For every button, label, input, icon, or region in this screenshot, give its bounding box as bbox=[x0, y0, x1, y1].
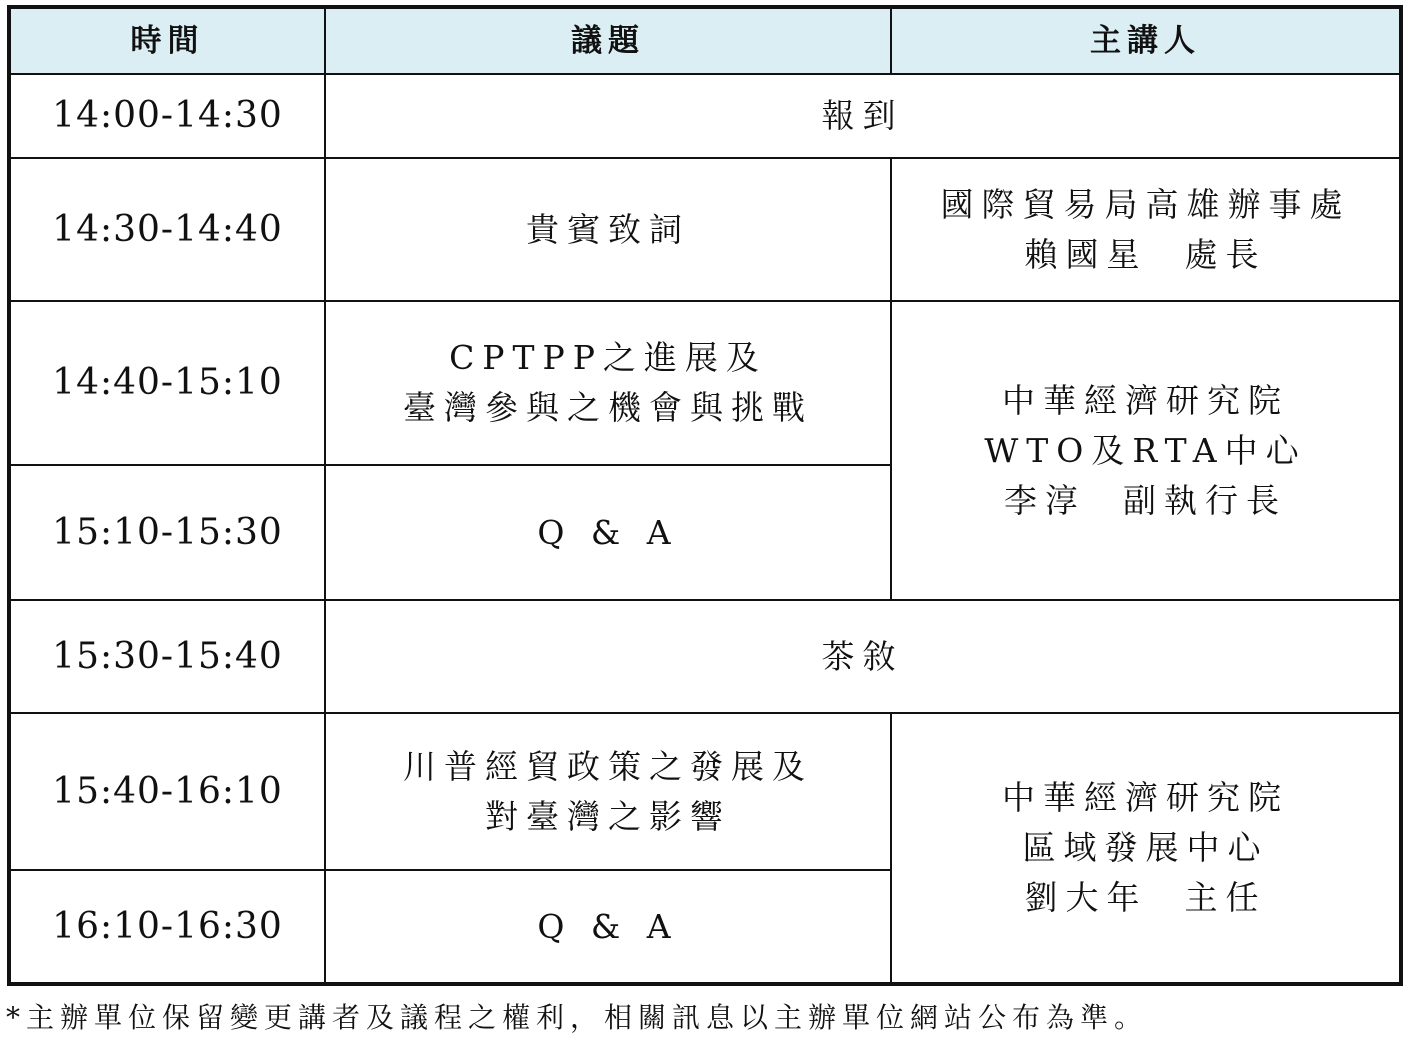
header-topic: 議題 bbox=[325, 7, 891, 74]
agenda-table bbox=[7, 5, 1403, 986]
time-cell: 14:30-14:40 bbox=[9, 158, 325, 301]
speaker-cell bbox=[891, 158, 1401, 301]
topic-line: 川普經貿政策之發展及 bbox=[403, 746, 813, 786]
topic-cell bbox=[325, 713, 891, 870]
topic-cell-tea-break: 茶敘 bbox=[325, 600, 1401, 713]
time-cell: 14:00-14:30 bbox=[9, 74, 325, 158]
speaker-org: 國際貿易局高雄辦事處 bbox=[940, 184, 1351, 224]
header-time: 時間 bbox=[9, 7, 325, 74]
footnote: *主辦單位保留變更講者及議程之權利，相關訊息以主辦單位網站公布為準。 bbox=[6, 1001, 1149, 1034]
topic-cell: 貴賓致詞 bbox=[325, 158, 891, 301]
topic-cell bbox=[325, 301, 891, 465]
table-row bbox=[9, 600, 1401, 713]
topic-cell: Q & A bbox=[325, 870, 891, 984]
topic-cell-registration: 報到 bbox=[325, 74, 1401, 158]
speaker-name: 李淳 副執行長 bbox=[1004, 480, 1287, 520]
time-cell: 15:10-15:30 bbox=[9, 465, 325, 600]
speaker-name: 劉大年 主任 bbox=[1024, 878, 1267, 917]
table-header-row bbox=[9, 7, 1401, 74]
topic-line: CPTPP之進展及 bbox=[449, 338, 767, 377]
table-row bbox=[9, 158, 1401, 301]
speaker-cell bbox=[891, 301, 1401, 600]
speaker-org: 中華經濟研究院 bbox=[1002, 380, 1289, 420]
table-row bbox=[9, 713, 1401, 870]
header-speaker: 主講人 bbox=[891, 7, 1401, 74]
speaker-name: 賴國星 處長 bbox=[1024, 234, 1267, 274]
time-cell: 16:10-16:30 bbox=[9, 870, 325, 984]
topic-cell: Q & A bbox=[325, 465, 891, 600]
speaker-dept: WTO及RTA中心 bbox=[984, 430, 1307, 470]
speaker-dept: 區域發展中心 bbox=[1022, 828, 1269, 867]
time-cell: 15:40-16:10 bbox=[9, 713, 325, 870]
time-cell: 14:40-15:10 bbox=[9, 301, 325, 465]
topic-line: 臺灣參與之機會與挑戰 bbox=[403, 388, 813, 427]
topic-line: 對臺灣之影響 bbox=[485, 796, 731, 836]
time-cell: 15:30-15:40 bbox=[9, 600, 325, 713]
table-row bbox=[9, 301, 1401, 465]
speaker-cell bbox=[891, 713, 1401, 984]
table-row bbox=[9, 74, 1401, 158]
speaker-org: 中華經濟研究院 bbox=[1002, 778, 1289, 817]
